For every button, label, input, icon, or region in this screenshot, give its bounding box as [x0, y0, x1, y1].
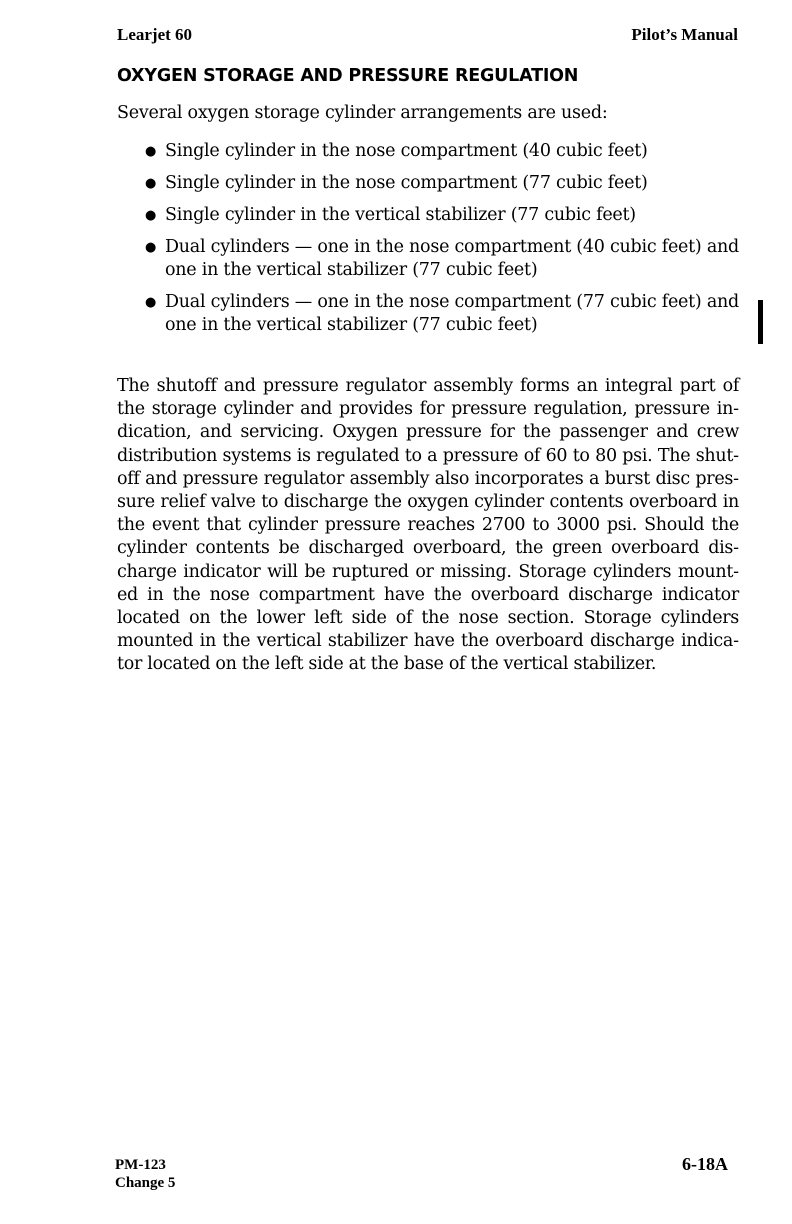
list-item	[145, 172, 739, 195]
intro-text: Several oxygen storage cylinder arrangements are used:	[117, 103, 608, 123]
page-number: 6-18A	[682, 1154, 728, 1174]
header-aircraft-title: Learjet 60	[117, 25, 193, 44]
section-heading: OXYGEN STORAGE AND PRESSURE REGULATION	[117, 66, 579, 86]
list-item-text: Single cylinder in the nose compartment (77 cubic feet)	[165, 173, 648, 193]
body-paragraph: The shutoff and pressure regulator assembly forms an integral part of the storage cylinder and provides for pressure regulation, pressure indication, and servicing. Oxygen pressure for the passenger and crew distribution systems is regulated to a pressure of 60 to 80 psi. The shutoff and pressure regulator assembly also incorporates a burst disc pressure relief valve to discharge the oxygen cylinder contents overboard in the event that cylinder pressure reaches 2700 to 3000 psi. Should the cylinder contents be discharged overboard, the green overboard discharge indicator will be ruptured or missing. Storage cylinders mounted in the nose compartment have the overboard discharge indicator located on the lower left side of the nose section. Storage cylinders mounted in the vertical stabilizer have the overboard discharge indicator located on the left side at the base of the vertical stabilizer.	[117, 376, 739, 675]
list-item	[145, 204, 739, 227]
bullet-icon: ●	[145, 144, 157, 159]
list-item-text: Single cylinder in the nose compartment (40 cubic feet)	[165, 141, 648, 161]
list-item-text: Dual cylinders — one in the nose compartment (40 cubic feet) and one in the vertical stabilizer (77 cubic feet)	[165, 237, 739, 280]
cylinder-arrangement-list	[145, 140, 739, 346]
footer-change: Change 5	[115, 1175, 176, 1191]
list-item	[145, 140, 739, 163]
list-item-text: Single cylinder in the vertical stabilizer (77 cubic feet)	[165, 205, 636, 225]
list-item	[145, 291, 739, 337]
list-item	[145, 236, 739, 282]
header-manual-title: Pilot’s Manual	[631, 25, 738, 44]
bullet-icon: ●	[145, 208, 157, 223]
footer-doc-number: PM-123	[115, 1157, 166, 1173]
bullet-icon: ●	[145, 176, 157, 191]
footer-document-info	[115, 1156, 175, 1192]
revision-change-bar	[758, 300, 763, 344]
bullet-icon: ●	[145, 240, 157, 255]
list-item-text: Dual cylinders — one in the nose compartment (77 cubic feet) and one in the vertical stabilizer (77 cubic feet)	[165, 292, 739, 335]
bullet-icon: ●	[145, 295, 157, 310]
